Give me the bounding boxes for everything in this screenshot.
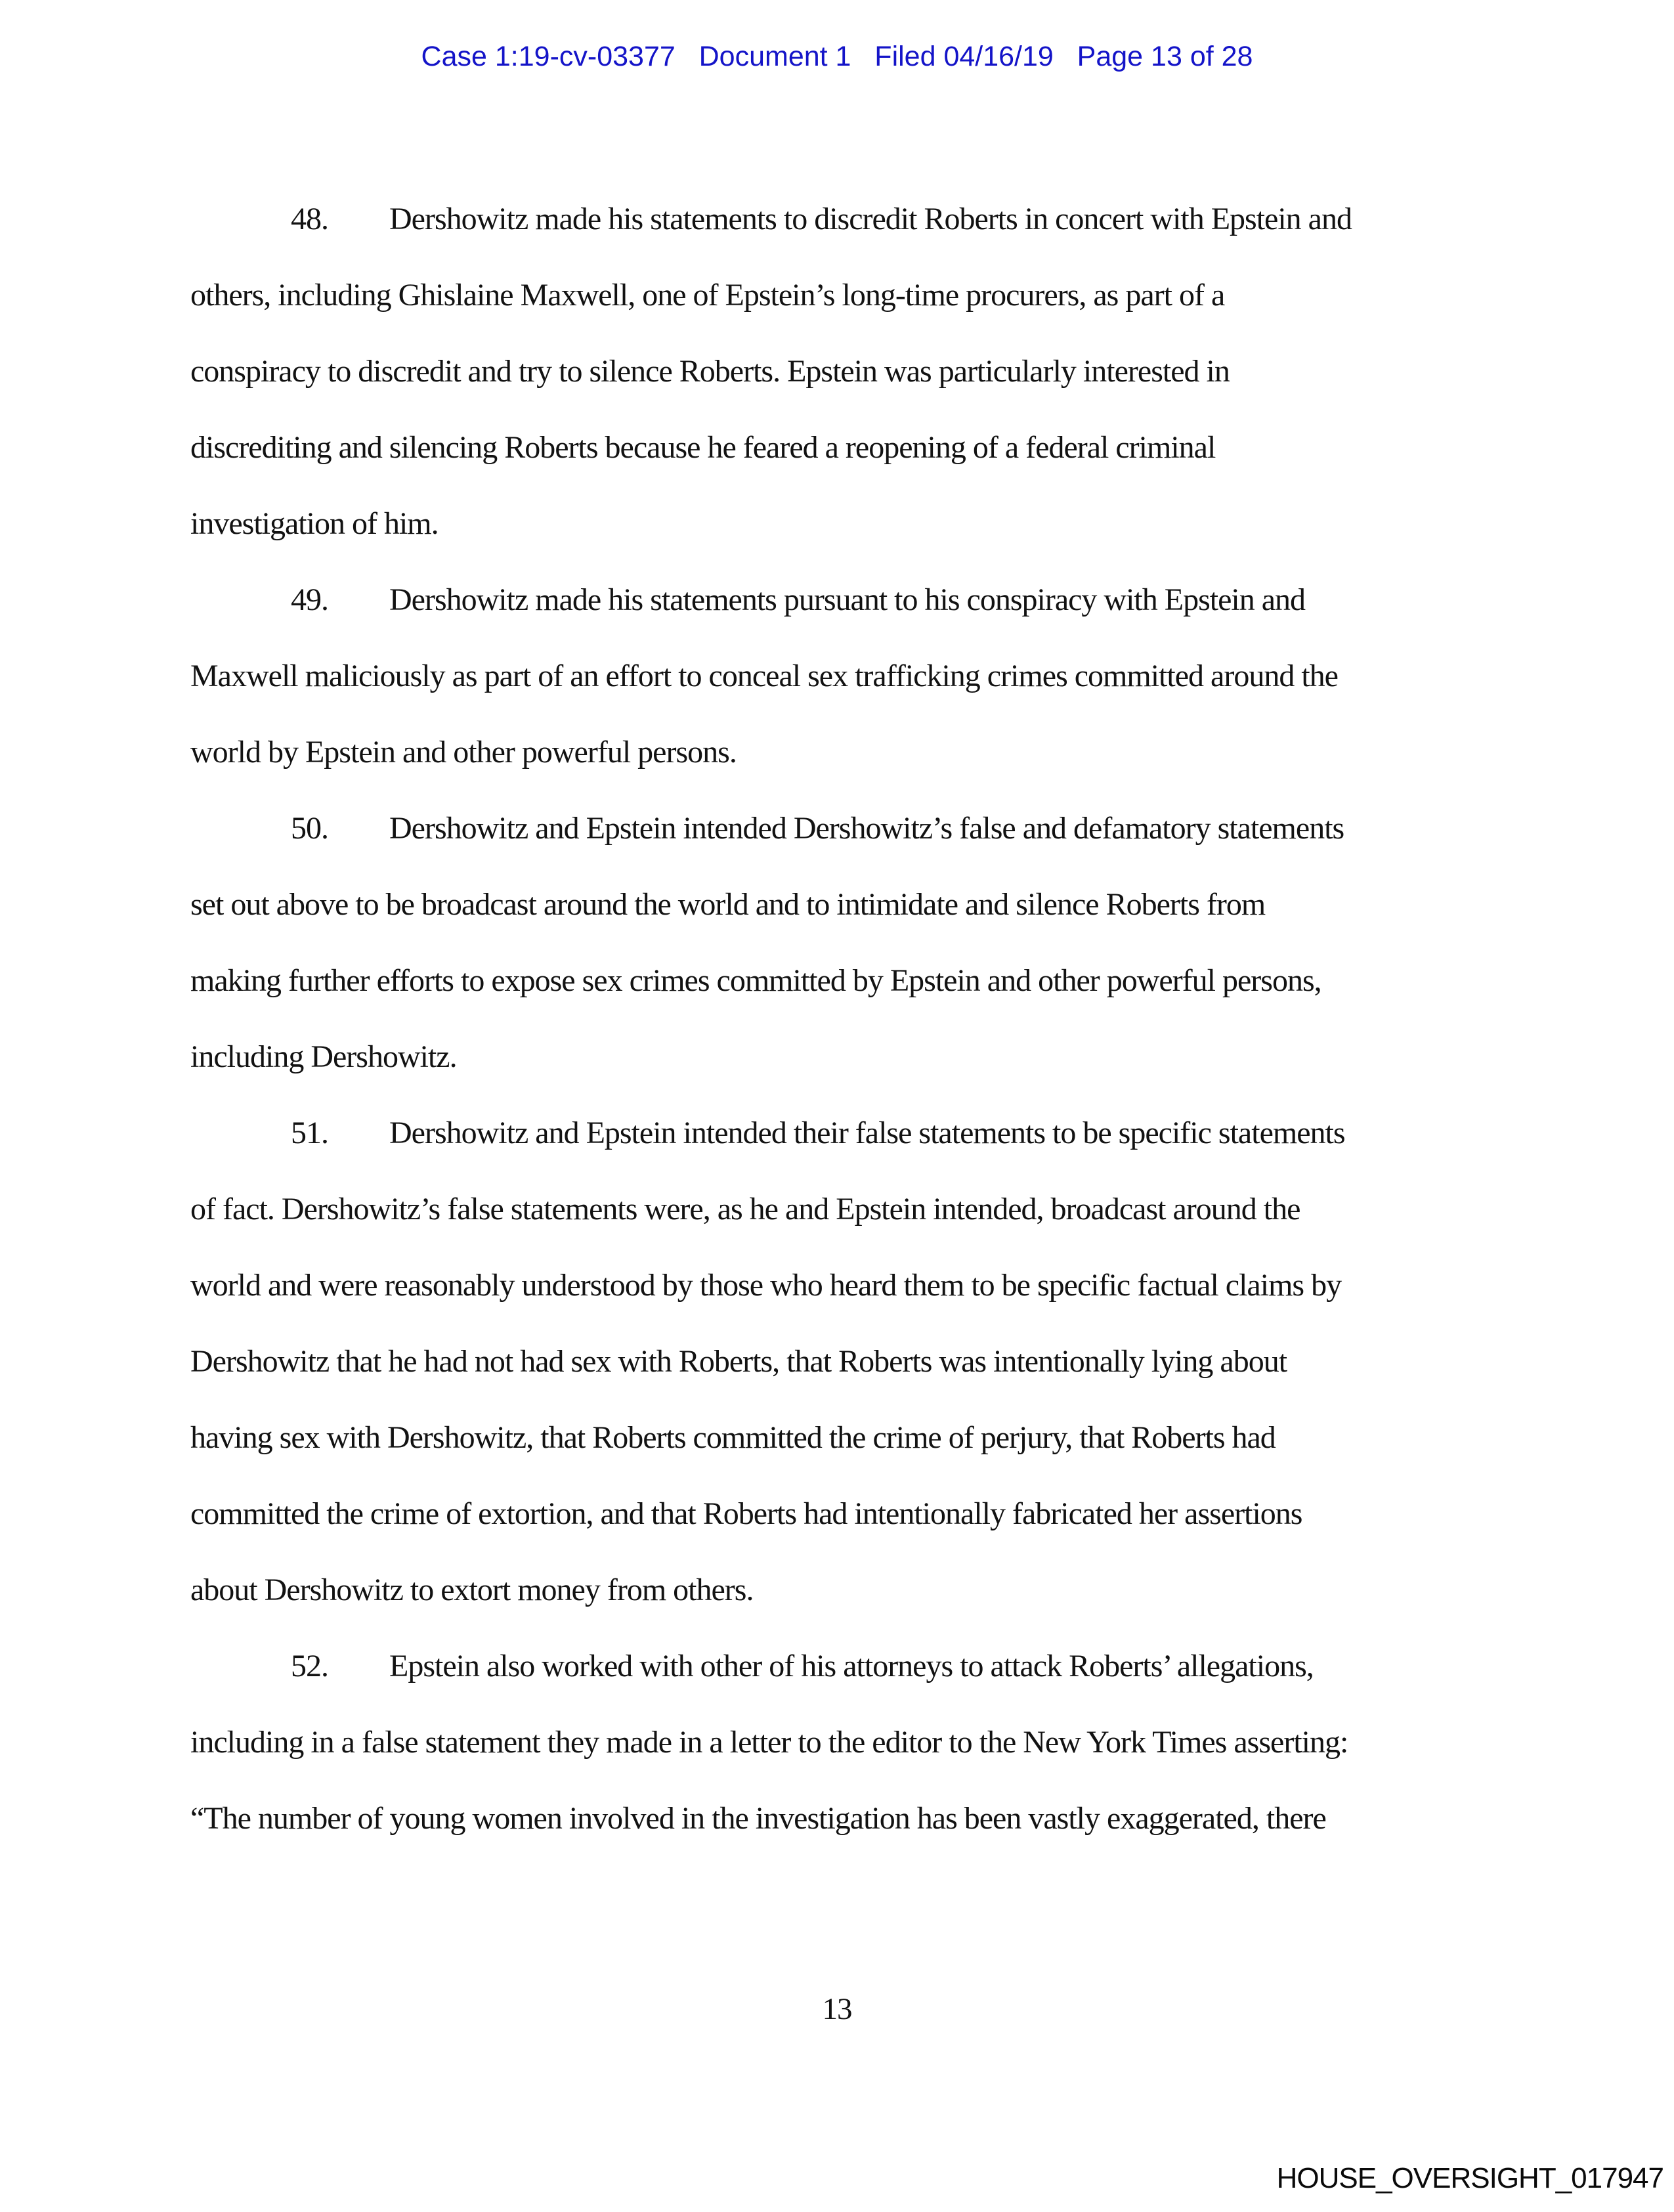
document-line xyxy=(190,791,1569,867)
document-line xyxy=(190,562,1569,638)
document-line: world and were reasonably understood by those who heard them to be specific factual claims by xyxy=(190,1268,1342,1303)
document-line: others, including Ghislaine Maxwell, one of Epstein’s long-time procurers, as part of a xyxy=(190,278,1225,313)
document-line xyxy=(190,1628,1569,1704)
document-line: of fact. Dershowitz’s false statements were, as he and Epstein intended, broadcast around the xyxy=(190,1192,1300,1226)
paragraph-number: 49. xyxy=(291,582,328,617)
document-line: investigation of him. xyxy=(190,506,439,541)
paragraph-first-line-text: Dershowitz and Epstein intended Dershowitz’s false and defamatory statements xyxy=(389,811,1344,846)
document-line xyxy=(190,1095,1569,1171)
document-line: set out above to be broadcast around the world and to intimidate and silence Roberts from xyxy=(190,887,1266,922)
document-line: Maxwell maliciously as part of an effort to conceal sex trafficking crimes committed around the xyxy=(190,659,1338,693)
paragraph-number: 51. xyxy=(291,1116,328,1150)
document-line: discrediting and silencing Roberts because he feared a reopening of a federal criminal xyxy=(190,430,1216,465)
paragraph-first-line-text: Epstein also worked with other of his attorneys to attack Roberts’ allegations, xyxy=(389,1649,1314,1683)
paragraph xyxy=(190,181,1569,562)
paragraph-first-line-text: Dershowitz made his statements pursuant to his conspiracy with Epstein and xyxy=(389,582,1306,617)
paragraph-number: 48. xyxy=(291,202,328,236)
paragraph-number: 50. xyxy=(291,811,328,846)
paragraph-first-line-text: Dershowitz and Epstein intended their false statements to be specific statements xyxy=(389,1116,1345,1150)
document-line: “The number of young women involved in the investigation has been vastly exaggerated, there xyxy=(190,1801,1326,1836)
document-line: world by Epstein and other powerful persons. xyxy=(190,735,737,770)
document-line: about Dershowitz to extort money from others. xyxy=(190,1572,754,1607)
case-caption-header: Case 1:19-cv-03377 Document 1 Filed 04/16/19 Page 13 of 28 xyxy=(421,41,1253,72)
document-line: Dershowitz that he had not had sex with Roberts, that Roberts was intentionally lying about xyxy=(190,1344,1287,1379)
paragraph xyxy=(190,1628,1569,1857)
document-line xyxy=(190,181,1569,257)
paragraph-number: 52. xyxy=(291,1649,328,1683)
paragraph-first-line-text: Dershowitz made his statements to discredit Roberts in concert with Epstein and xyxy=(389,202,1352,236)
paragraph xyxy=(190,791,1569,1095)
page-number: 13 xyxy=(822,1992,852,2026)
bates-stamp: HOUSE_OVERSIGHT_017947 xyxy=(1276,2162,1663,2194)
paragraph xyxy=(190,562,1569,791)
document-line: including Dershowitz. xyxy=(190,1039,457,1074)
document-body xyxy=(190,181,1569,1857)
document-line: having sex with Dershowitz, that Roberts committed the crime of perjury, that Roberts had xyxy=(190,1420,1276,1455)
document-line: committed the crime of extortion, and that Roberts had intentionally fabricated her assertions xyxy=(190,1496,1302,1531)
paragraph xyxy=(190,1095,1569,1628)
document-line: making further efforts to expose sex crimes committed by Epstein and other powerful persons, xyxy=(190,963,1321,998)
document-line: including in a false statement they made in a letter to the editor to the New York Times asserting: xyxy=(190,1725,1348,1760)
document-line: conspiracy to discredit and try to silence Roberts. Epstein was particularly interested in xyxy=(190,354,1230,389)
